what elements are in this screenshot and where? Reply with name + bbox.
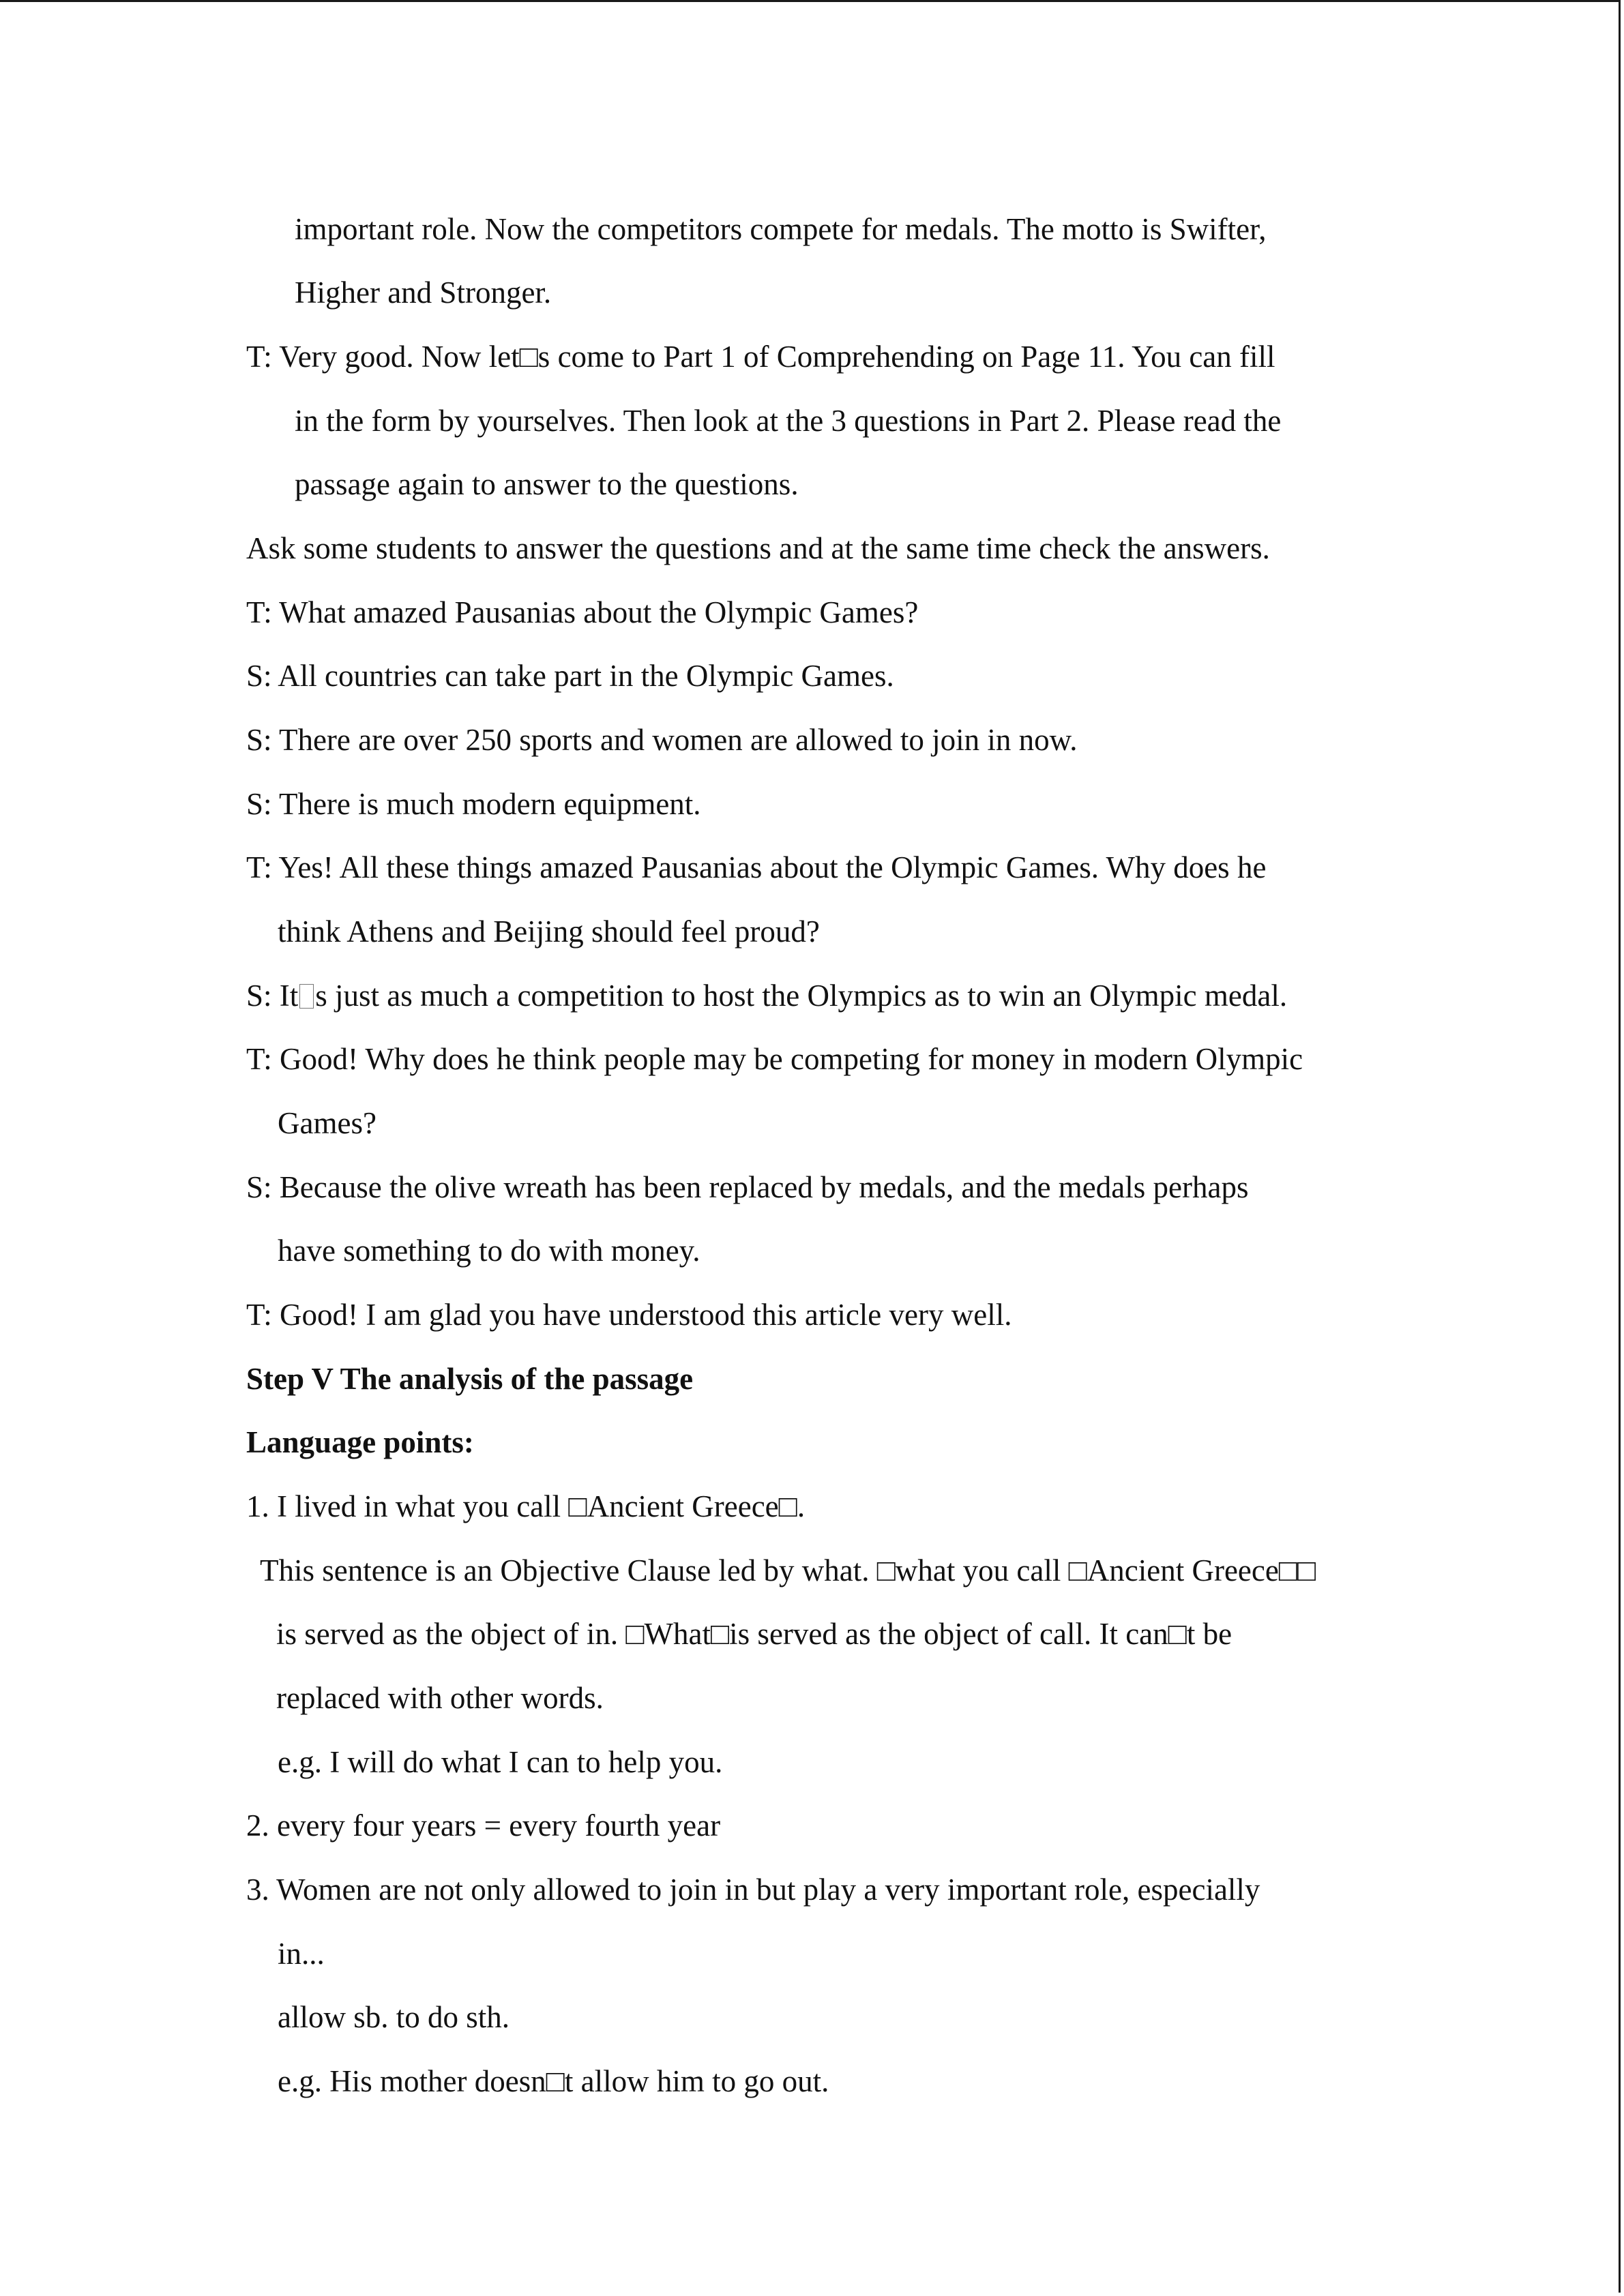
dialogue-line: S: All countries can take part in the Olympic Games. <box>246 659 894 693</box>
text-line: Ask some students to answer the questions and at the same time check the answers. <box>246 531 1270 565</box>
subheading: Language points: <box>246 1425 474 1459</box>
list-item: 1. I lived in what you call □Ancient Greece□. <box>246 1489 806 1523</box>
dialogue-line: T: Yes! All these things amazed Pausanias about the Olympic Games. Why does he <box>246 850 1267 884</box>
dialogue-line: S: It s just as much a competition to host the Olympics as to win an Olympic medal. <box>246 979 1288 1013</box>
dialogue-line: T: Good! I am glad you have understood this article very well. <box>246 1298 1012 1332</box>
text-line: have something to do with money. <box>278 1234 700 1268</box>
dialogue-line: T: Good! Why does he think people may be competing for money in modern Olympic <box>246 1042 1303 1076</box>
dialogue-line: T: What amazed Pausanias about the Olympic Games? <box>246 595 919 629</box>
section-heading: Step V The analysis of the passage <box>246 1362 694 1396</box>
example-line: e.g. His mother doesn□t allow him to go out. <box>278 2064 829 2098</box>
dialogue-line: S: There are over 250 sports and women are allowed to join in now. <box>246 723 1078 757</box>
list-item: 3. Women are not only allowed to join in but play a very important role, especially <box>246 1873 1260 1907</box>
list-item: 2. every four years = every fourth year <box>246 1808 721 1843</box>
dialogue-line: S: There is much modern equipment. <box>246 787 701 821</box>
text-line: important role. Now the competitors compete for medals. The motto is Swifter, <box>295 212 1267 246</box>
text-line: allow sb. to do sth. <box>278 2000 510 2034</box>
text-line: Higher and Stronger. <box>295 275 552 310</box>
dialogue-line: S: Because the olive wreath has been replaced by medals, and the medals perhaps <box>246 1170 1249 1204</box>
text-line: This sentence is an Objective Clause led by what. □what you call □Ancient Greece□□ <box>260 1553 1316 1587</box>
text-line: replaced with other words. <box>276 1681 604 1715</box>
text-line: Games? <box>278 1106 377 1140</box>
example-line: e.g. I will do what I can to help you. <box>278 1745 723 1779</box>
text-line: think Athens and Beijing should feel proud? <box>278 914 820 949</box>
missing-glyph-box <box>299 984 314 1009</box>
text-line: passage again to answer to the questions. <box>295 467 799 501</box>
dialogue-line: T: Very good. Now let□s come to Part 1 of Comprehending on Page 11. You can fill <box>246 340 1275 374</box>
text-line: in... <box>278 1937 325 1971</box>
text-line: in the form by yourselves. Then look at the 3 questions in Part 2. Please read the <box>295 404 1282 438</box>
text-line: is served as the object of in. □What□is served as the object of call. It can□t be <box>276 1617 1232 1651</box>
